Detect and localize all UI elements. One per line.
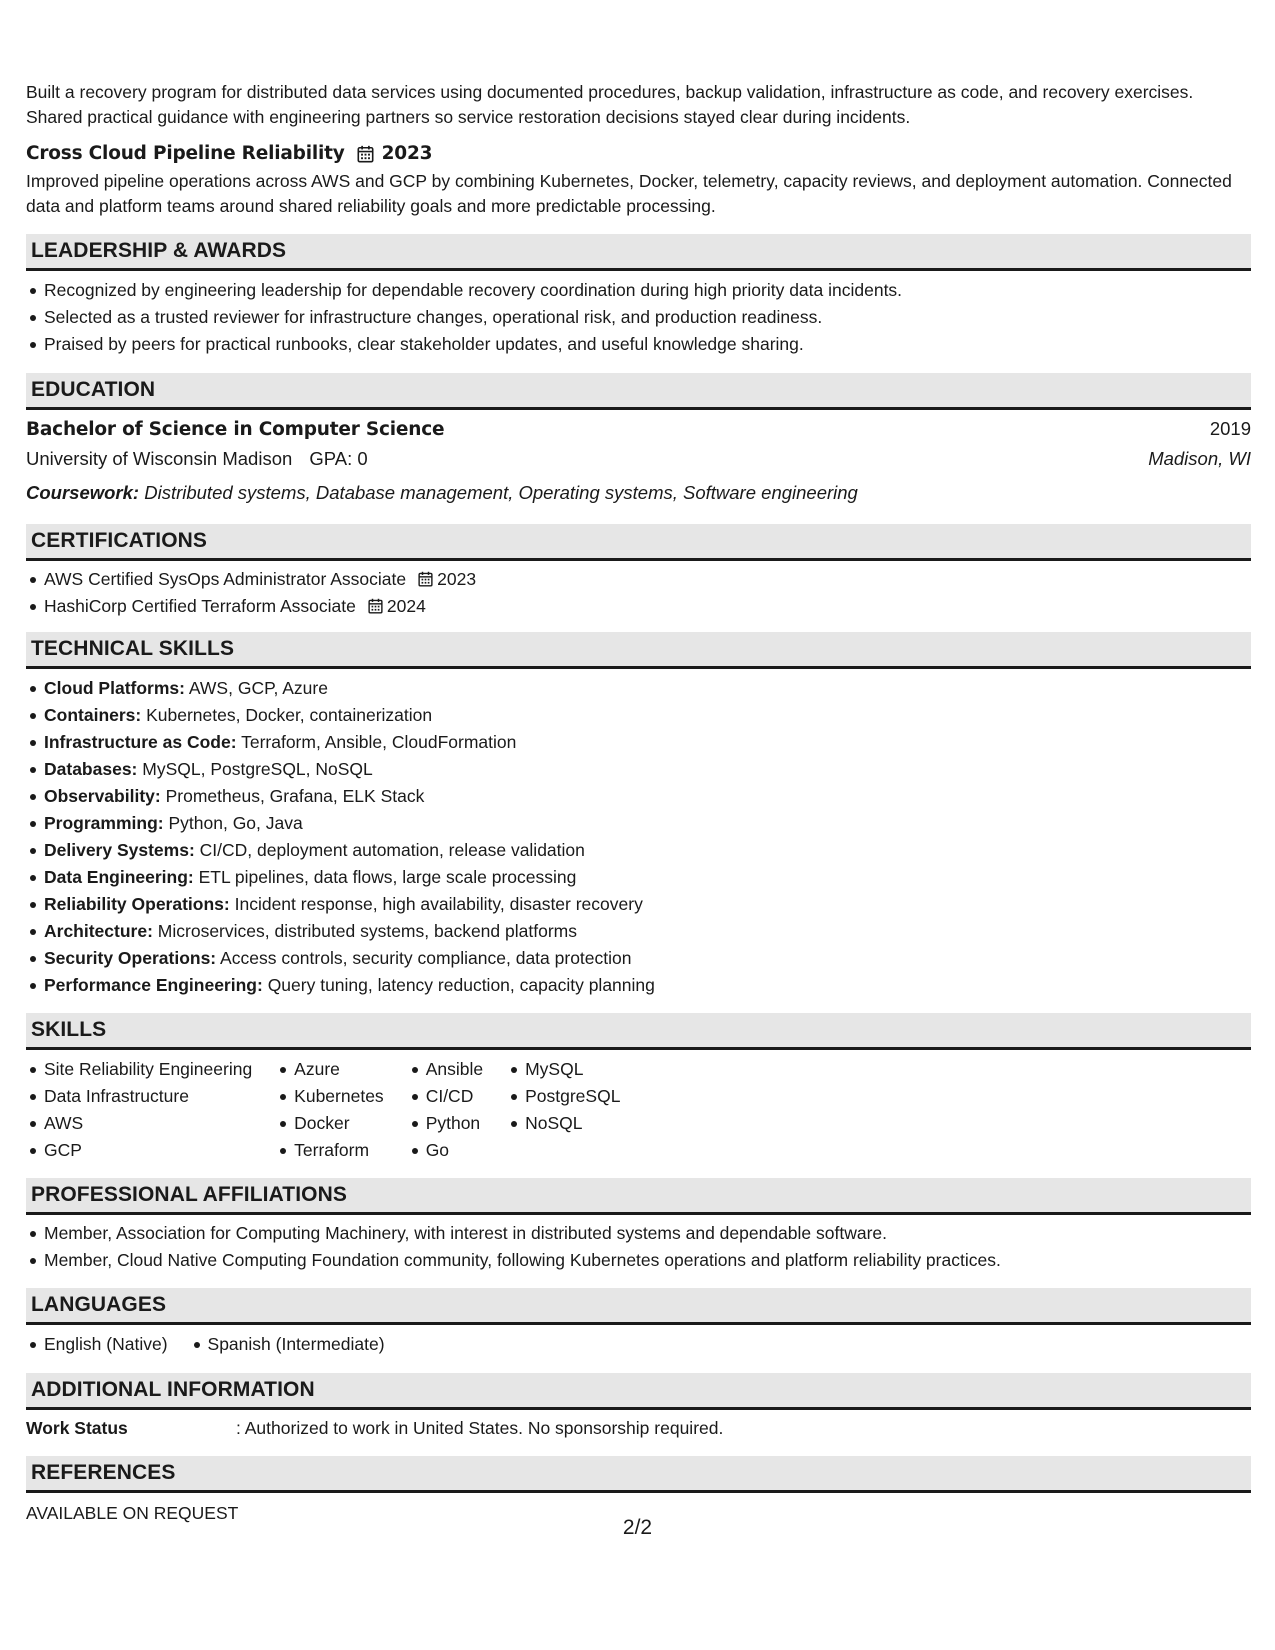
page-number: 2/2: [622, 1516, 653, 1539]
list-item: [44, 864, 1251, 891]
calendar-icon: [418, 571, 433, 587]
section-heading-skills: SKILLS: [26, 1013, 1251, 1050]
project-description: Improved pipeline operations across AWS and GCP by combining Kubernetes, Docker, telemetry, capacity reviews, and deployment automation. Connected data and platform teams around shared reliability goals and more predictable processing.: [26, 171, 1232, 216]
list-item: NoSQL: [525, 1110, 620, 1137]
list-item: Spanish (Intermediate): [208, 1331, 385, 1358]
skill-values: Microservices, distributed systems, backend platforms: [157, 921, 577, 941]
section-heading-affiliations: PROFESSIONAL AFFILIATIONS: [26, 1178, 1251, 1215]
education-degree-row: [26, 418, 1251, 448]
coursework-value: Distributed systems, Database management, Operating systems, Software engineering: [144, 482, 858, 503]
list-item: Go: [426, 1137, 483, 1164]
list-item: CI/CD: [426, 1083, 483, 1110]
resume-page: [26, 80, 1251, 1526]
education-year: 2019: [1209, 418, 1251, 439]
skill-category: Cloud Platforms:: [44, 678, 185, 698]
education-coursework: [26, 478, 1251, 508]
skill-values: MySQL, PostgreSQL, NoSQL: [142, 759, 373, 779]
skill-category: Data Engineering:: [44, 867, 194, 887]
list-item: AWS: [44, 1110, 252, 1137]
list-item: [44, 675, 1251, 702]
certification-year: 2024: [386, 596, 426, 616]
skill-values: CI/CD, deployment automation, release validation: [199, 840, 585, 860]
languages-column: [190, 1331, 385, 1358]
skill-category: Security Operations:: [44, 948, 217, 968]
education-gpa: GPA: 0: [309, 448, 368, 469]
calendar-icon: [368, 598, 383, 614]
list-item: [44, 566, 1251, 593]
skill-values: Kubernetes, Docker, containerization: [146, 705, 433, 725]
list-item: Praised by peers for practical runbooks, clear stakeholder updates, and useful knowledge sharing.: [44, 331, 1251, 358]
skill-category: Reliability Operations:: [44, 894, 230, 914]
list-item: [44, 593, 1251, 620]
coursework-label: Coursework:: [26, 482, 140, 503]
list-item: Python: [426, 1110, 483, 1137]
work-status-label: Work Status: [26, 1418, 128, 1438]
list-item: Ansible: [426, 1056, 483, 1083]
list-item: PostgreSQL: [525, 1083, 620, 1110]
list-item: English (Native): [44, 1331, 168, 1358]
list-item: [44, 729, 1251, 756]
certification-year: 2023: [437, 569, 477, 589]
section-heading-additional-information: ADDITIONAL INFORMATION: [26, 1373, 1251, 1410]
languages-row: [26, 1331, 1251, 1358]
list-item: Terraform: [294, 1137, 384, 1164]
skill-category: Performance Engineering:: [44, 975, 263, 995]
project-title-row: [26, 143, 1251, 164]
skill-values: Python, Go, Java: [168, 813, 303, 833]
education-degree: Bachelor of Science in Computer Science: [26, 419, 445, 440]
section-heading-certifications: CERTIFICATIONS: [26, 524, 1251, 561]
skills-column: [507, 1056, 620, 1164]
education-school-row: [26, 448, 1251, 478]
list-item: Azure: [294, 1056, 384, 1083]
references-text: AVAILABLE ON REQUEST: [26, 1503, 239, 1523]
skill-category: Architecture:: [44, 921, 153, 941]
project-year: 2023: [381, 143, 433, 164]
list-item: [44, 945, 1251, 972]
skill-category: Delivery Systems:: [44, 840, 195, 860]
skill-values: Query tuning, latency reduction, capacity planning: [267, 975, 655, 995]
education-school-line: [26, 448, 368, 470]
list-item: [44, 702, 1251, 729]
education-entry: [26, 418, 1251, 508]
work-status-value: : Authorized to work in United States. No sponsorship required.: [236, 1418, 724, 1438]
skill-category: Containers:: [44, 705, 142, 725]
list-item: MySQL: [525, 1056, 620, 1083]
education-location: Madison, WI: [1148, 448, 1251, 469]
section-heading-technical-skills: TECHNICAL SKILLS: [26, 632, 1251, 669]
education-school: University of Wisconsin Madison: [26, 448, 293, 469]
skills-grid: [26, 1056, 1251, 1164]
list-item: [44, 972, 1251, 999]
leadership-list: [26, 277, 1251, 358]
experience-paragraph: Built a recovery program for distributed data services using documented procedures, backup validation, infrastructure as code, and recovery exercises. Shared practical guidance with engineering partners so service restoration decisions stayed clear during incidents.: [26, 82, 1194, 127]
list-item: Recognized by engineering leadership for dependable recovery coordination during high priority data incidents.: [44, 277, 1251, 304]
calendar-icon: [357, 145, 374, 163]
list-item: Data Infrastructure: [44, 1083, 252, 1110]
certification-name: HashiCorp Certified Terraform Associate: [44, 596, 356, 616]
skill-values: ETL pipelines, data flows, large scale processing: [198, 867, 577, 887]
languages-column: [26, 1331, 168, 1358]
list-item: [44, 918, 1251, 945]
skill-category: Observability:: [44, 786, 161, 806]
skill-category: Databases:: [44, 759, 138, 779]
list-item: [44, 891, 1251, 918]
list-item: [44, 837, 1251, 864]
list-item: GCP: [44, 1137, 252, 1164]
certifications-list: [26, 566, 1251, 620]
list-item: Docker: [294, 1110, 384, 1137]
skill-values: Terraform, Ansible, CloudFormation: [241, 732, 517, 752]
skill-category: Programming:: [44, 813, 164, 833]
technical-skills-list: [26, 675, 1251, 999]
skill-values: Access controls, security compliance, data protection: [220, 948, 632, 968]
list-item: [44, 810, 1251, 837]
certification-name: AWS Certified SysOps Administrator Associate: [44, 569, 407, 589]
list-item: Kubernetes: [294, 1083, 384, 1110]
section-heading-languages: LANGUAGES: [26, 1288, 1251, 1325]
skills-column: [26, 1056, 252, 1164]
list-item: Member, Cloud Native Computing Foundation community, following Kubernetes operations and platform reliability practices.: [44, 1247, 1251, 1274]
project-title: Cross Cloud Pipeline Reliability: [26, 143, 345, 164]
list-item: Site Reliability Engineering: [44, 1056, 252, 1083]
work-status-row: [26, 1415, 1251, 1441]
section-heading-education: EDUCATION: [26, 373, 1251, 410]
list-item: Member, Association for Computing Machinery, with interest in distributed systems and dependable software.: [44, 1220, 1251, 1247]
list-item: [44, 756, 1251, 783]
skills-column: [408, 1056, 483, 1164]
list-item: Selected as a trusted reviewer for infrastructure changes, operational risk, and production readiness.: [44, 304, 1251, 331]
section-heading-references: REFERENCES: [26, 1456, 1251, 1493]
skill-values: AWS, GCP, Azure: [188, 678, 328, 698]
skill-category: Infrastructure as Code:: [44, 732, 237, 752]
affiliations-list: [26, 1220, 1251, 1274]
list-item: [44, 783, 1251, 810]
skill-values: Prometheus, Grafana, ELK Stack: [165, 786, 425, 806]
section-heading-leadership: LEADERSHIP & AWARDS: [26, 234, 1251, 271]
skills-column: [276, 1056, 384, 1164]
skill-values: Incident response, high availability, disaster recovery: [234, 894, 643, 914]
